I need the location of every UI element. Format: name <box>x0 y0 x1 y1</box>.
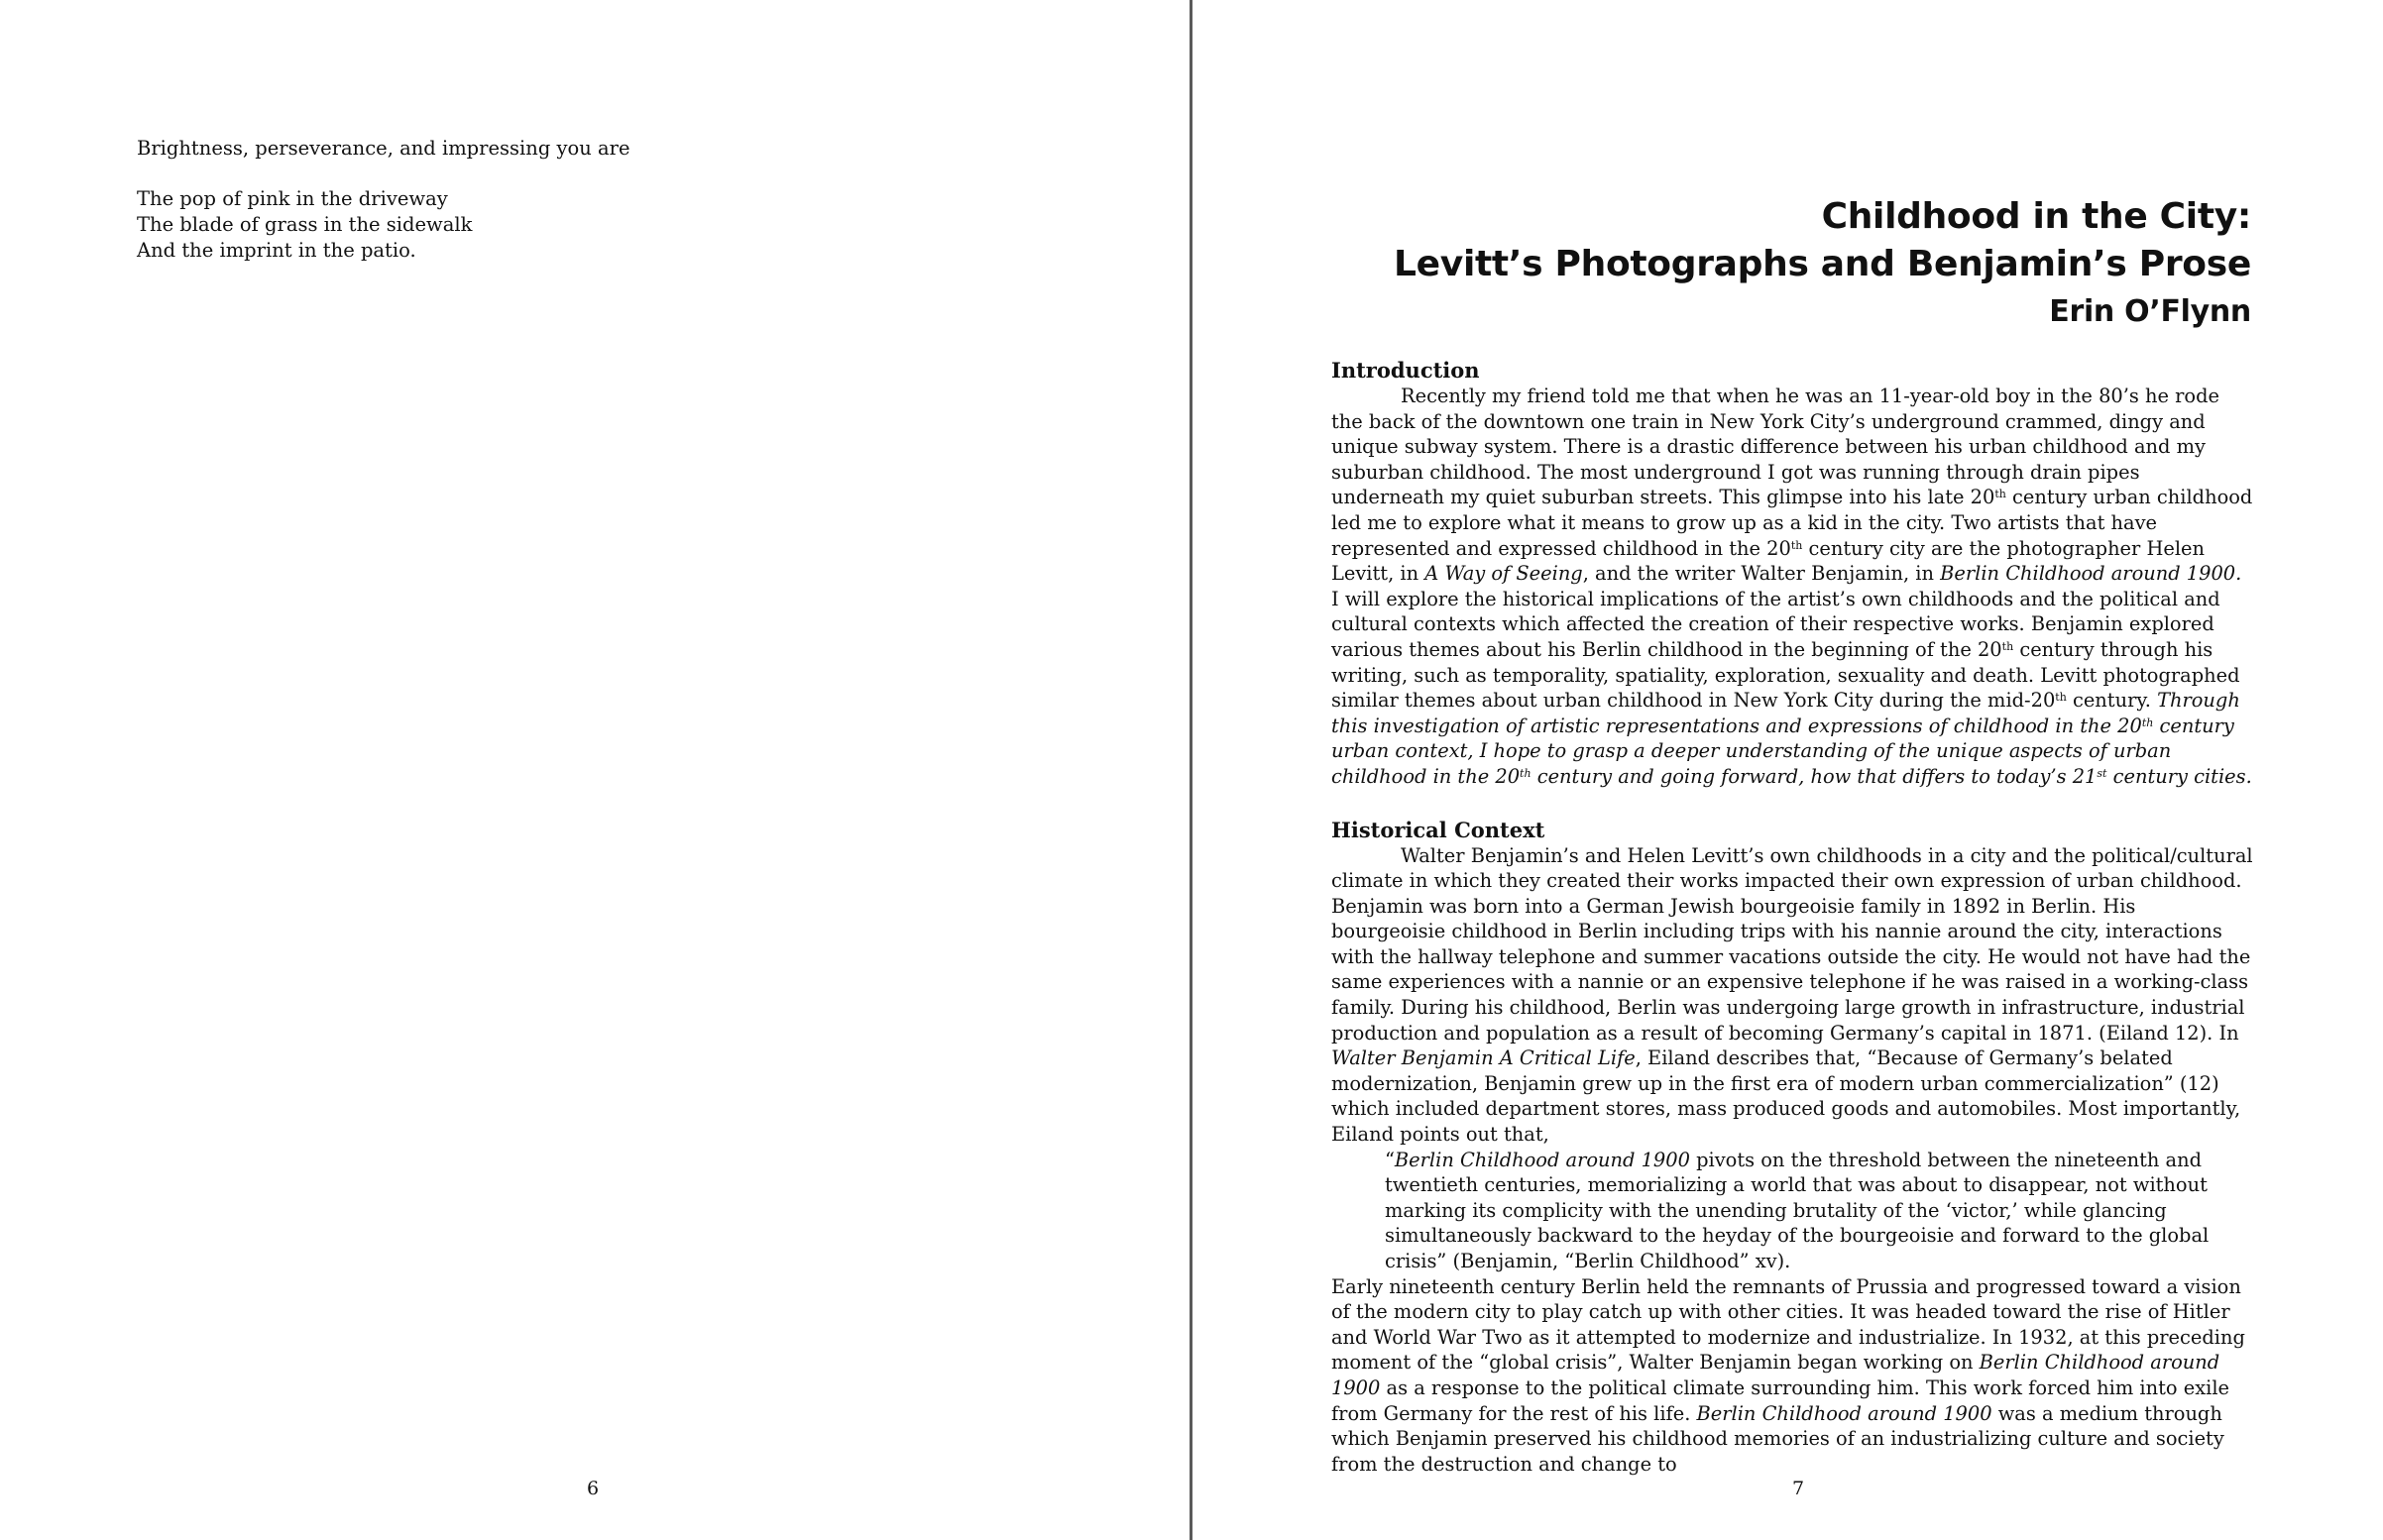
work-title: A Way of Seeing <box>1424 562 1583 586</box>
page-number-left: 6 <box>586 1478 600 1499</box>
title-block <box>1394 193 2251 336</box>
section-heading-historical-context: Historical Context <box>1331 817 1545 842</box>
work-title: Walter Benjamin A Critical Life <box>1331 1046 1636 1070</box>
thesis-statement: Through this investigation of artistic representations and expressions of childhood in the 20th century urban context, I hope to grasp a deeper understanding of the unique aspects of urban childhood in the 20th century and going forward, how that differs to today’s 21st century cities. <box>1331 689 2252 788</box>
poem-line: The blade of grass in the sidewalk <box>137 213 473 236</box>
left-page <box>0 0 1190 1540</box>
work-title: Berlin Childhood around 1900 <box>1696 1401 1992 1425</box>
article-title: Childhood in the City: <box>1821 196 2251 237</box>
poem-line: The pop of pink in the driveway <box>137 187 448 210</box>
work-title: Berlin Childhood around 1900 <box>1331 1351 2220 1399</box>
stanza-gap <box>137 162 1029 186</box>
introduction-paragraph: Recently my friend told me that when he was an 11-year-old boy in the 80’s he rode the back of the downtown one train in New York City’s underground crammed, dingy and unique subway system. There is a drastic difference between his urban childhood and my suburban childhood. The most underground I got was running through drain pipes underneath my quiet suburban streets. This glimpse into his late 20th century urban childhood led me to explore what it means to grow up as a kid in the city. Two artists that have represented and expressed childhood in the 20th century city are the photographer Helen Levitt, in A Way of Seeing, and the writer Walter Benjamin, in Berlin Childhood around 1900. I will explore the historical implications of the artist’s own childhoods and the political and cultural contexts which affected the creation of their respective works. Benjamin explored various themes about his Berlin childhood in the beginning of the 20th century through his writing, such as temporality, spatiality, exploration, sexuality and death. Levitt photographed similar themes about urban childhood in New York City during the mid-20th century. Through this investigation of artistic representations and expressions of childhood in the 20th century urban context, I hope to grasp a deeper understanding of the unique aspects of urban childhood in the 20th century and going forward, how that differs to today’s 21st century cities. <box>1331 385 2253 788</box>
block-quote: “Berlin Childhood around 1900 pivots on the threshold between the nineteenth and twentieth centuries, memorializing a world that was about to disappear, not without marking its complicity with the unending brutality of the ‘victor,’ while glancing simultaneously backward to the heyday of the bourgeoisie and forward to the global crisis” (Benjamin, “Berlin Childhood” xv). <box>1385 1148 2210 1272</box>
work-title: Berlin Childhood around 1900. <box>1940 562 2242 586</box>
article-body <box>1331 357 2253 1477</box>
historical-context-paragraph: Early nineteenth century Berlin held the remnants of Prussia and progressed toward a vision of the modern city to play catch up with other cities. It was headed toward the rise of Hitler and World War Two as it attempted to modernize and industrialize. In 1932, at this preceding moment of the “global crisis”, Walter Benjamin began working on Berlin Childhood around 1900 as a response to the political climate surrounding him. This work forced him into exile from Germany for the rest of his life. Berlin Childhood around 1900 was a medium through which Benjamin preserved his childhood memories of an industrializing culture and society from the destruction and change to <box>1331 1274 2245 1476</box>
section-heading-introduction: Introduction <box>1331 358 1480 383</box>
article-author: Erin O’Flynn <box>2049 294 2251 329</box>
section-gap <box>1331 790 2253 817</box>
right-page <box>1192 0 2383 1540</box>
historical-context-paragraph: Walter Benjamin’s and Helen Levitt’s own childhoods in a city and the political/cultural climate in which they created their works impacted their own expression of urban childhood. Benjamin was born into a German Jewish bourgeoisie family in 1892 in Berlin. His bourgeoisie childhood in Berlin including trips with his nannie around the city, interactions with the hallway telephone and summer vacations outside the city. He would not have had the same experiences with a nannie or an expensive telephone if he was raised in a working-class family. During his childhood, Berlin was undergoing large growth in infrastructure, industrial production and population as a result of becoming Germany’s capital in 1871. (Eiland 12). In Walter Benjamin A Critical Life, Eiland describes that, “Because of Germany’s belated modernization, Benjamin grew up in the first era of modern urban commercialization” (12) which included department stores, mass produced goods and automobiles. Most importantly, Eiland points out that, <box>1331 843 2253 1147</box>
poem-stanza <box>137 136 1029 264</box>
page-number-right: 7 <box>1791 1478 1805 1499</box>
poem-line: Brightness, perseverance, and impressing you are <box>137 137 630 160</box>
work-title: Berlin Childhood around 1900 <box>1394 1148 1690 1171</box>
article-subtitle: Levitt’s Photographs and Benjamin’s Prose <box>1394 244 2251 284</box>
poem-line: And the imprint in the patio. <box>137 239 416 262</box>
